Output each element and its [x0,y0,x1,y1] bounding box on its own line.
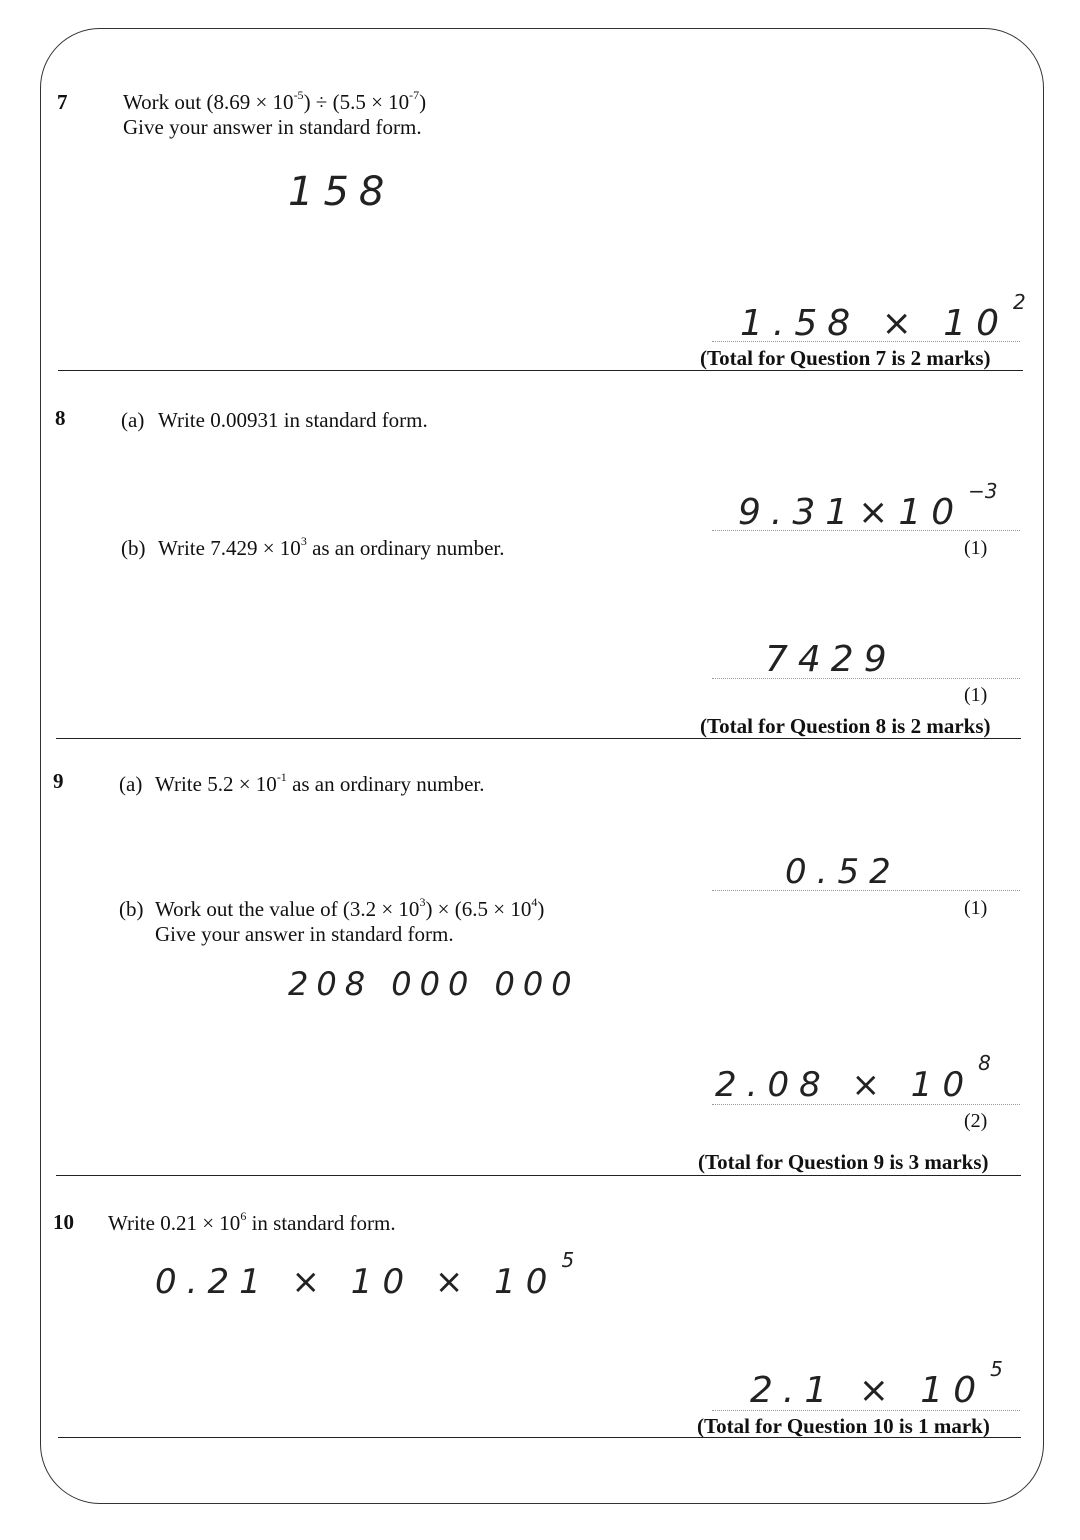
question-instruction: Give your answer in standard form. [155,922,454,946]
handwritten-answer: $2.1 \times 10^5$ [750,1357,1003,1411]
question-text: Work out the value of $(3.2 \times 10^3) \times (6.5 \times 10^4)$ [155,895,545,921]
marks: (1) [964,537,988,559]
handwritten-answer: 7429 [765,639,897,680]
question-text: Write 0.00931 in standard form. [158,408,428,432]
question-number: 10 [53,1210,74,1234]
marks: (2) [964,1110,988,1132]
answer-line [712,341,1020,342]
part-label: (b) [119,897,144,921]
part-label: (a) [119,772,143,796]
question-text: Write $5.2 \times 10^{-1}$ as an ordinary number. [155,770,485,796]
answer-line [712,530,1020,531]
divider [58,370,1023,371]
question-number: 7 [57,90,68,114]
marks: (1) [964,684,988,706]
question-total: (Total for Question 8 is 2 marks) [700,714,991,738]
question-text: Write $7.429 \times 10^3$ as an ordinary number. [158,534,505,560]
divider [56,1175,1021,1176]
question-number: 8 [55,406,66,430]
divider [58,1437,1021,1438]
handwritten-answer: $9.31\times 10^{-3}$ [738,479,998,533]
answer-line [712,1104,1020,1105]
question-total: (Total for Question 7 is 2 marks) [700,346,991,370]
handwritten-working: 208 000 000 [288,965,580,1003]
question-number: 9 [53,769,64,793]
handwritten-working: $0.21 \times 10 \times 10^5$ [155,1248,575,1302]
question-total: (Total for Question 9 is 3 marks) [698,1150,989,1174]
answer-line [712,678,1020,679]
marks: (1) [964,897,988,919]
handwritten-answer: 0.52 [785,852,901,892]
part-label: (b) [121,536,146,560]
answer-line [712,890,1020,891]
question-text: Work out $(8.69 \times 10^{-5}) \div (5.5 \times 10^{-7})$ [123,88,427,114]
handwritten-answer: $2.08 \times 10^8$ [715,1051,991,1105]
question-total: (Total for Question 10 is 1 mark) [697,1414,990,1438]
divider [56,738,1021,739]
handwritten-working: 158 [288,169,395,215]
part-label: (a) [121,408,145,432]
question-instruction: Give your answer in standard form. [123,115,422,139]
handwritten-answer: $1.58 \times 10^2$ [740,290,1026,344]
question-text: Write $0.21 \times 10^6$ in standard form. [108,1209,396,1235]
answer-line [712,1410,1020,1411]
